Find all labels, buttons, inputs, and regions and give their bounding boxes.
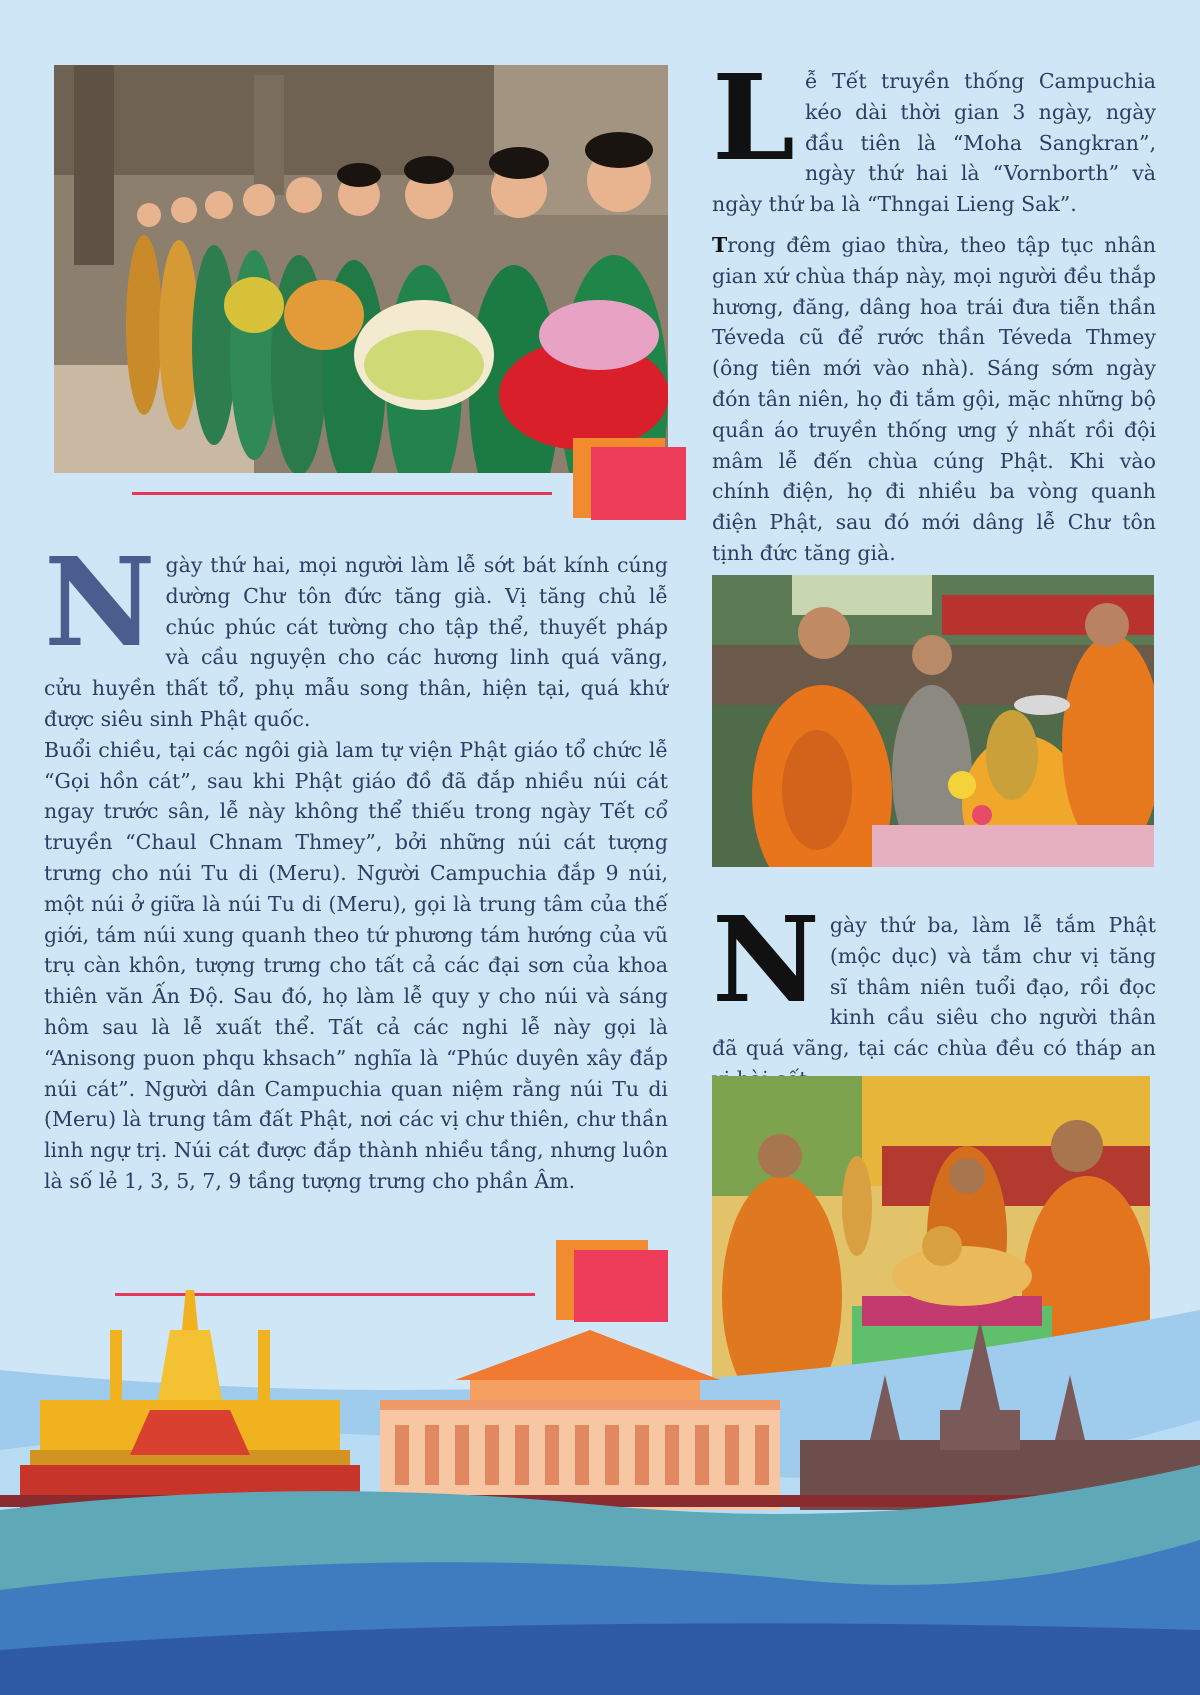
intro-text-block [712, 48, 1156, 569]
drop-cap-n-blue: N [44, 530, 156, 674]
intro-paragraph-text: ễ Tết truyền thống Campuchia kéo dài thời gian 3 ngày, ngày đầu tiên là “Moha Sangkran”, ngày thứ hai là “Vornborth” và ngày thứ ba là “Thngai Lieng Sak”. [712, 69, 1156, 217]
new-year-eve-paragraph [712, 230, 1156, 569]
second-day-text-block [44, 530, 668, 1197]
third-day-text-block [712, 890, 1156, 1095]
second-day-text: gày thứ hai, mọi người làm lễ sớt bát kính cúng dường Chư tôn đức tăng già. Vị tăng chủ lễ chúc phúc cát tường cho tập thể, thuyết pháp và cầu nguyện cho các hương linh quá vãng, cửu huyền thất tổ, phụ mẫu song thân, hiện tại, quá khứ được siêu sinh Phật quốc. [44, 553, 668, 731]
drop-cap-n-black: N [712, 890, 820, 1029]
photo-monks-offering [712, 575, 1154, 867]
drop-cap-l: L [712, 48, 795, 187]
new-year-eve-first-letter: T [712, 232, 728, 257]
third-day-text: gày thứ ba, làm lễ tắm Phật (mộc dục) và tắm chư vị tăng sĩ thâm niên tuổi đạo, rồi đọc kinh cầu siêu cho người thân đã quá vãng, tại các chùa đều có tháp an [712, 913, 1156, 1061]
temple-skyline-illustration [0, 1290, 1200, 1695]
intro-paragraph [712, 48, 1156, 220]
new-year-eve-text: rong đêm giao thừa, theo tập tục nhân gian xứ chùa tháp này, mọi người đều thắp hương, đăng, dâng hoa trái đưa tiễn thần Téveda cũ để rước thần Téveda Thmey (ông tiên mới vào nhà). Sáng sớm ngày đón tân niên, họ đi tắm gội, mặc những bộ quần áo truyền thống ưng ý nhất rồi đội mâm lễ đến chùa cúng Phật. Khi vào chính điện, họ đi nhiều ba vòng quanh điện Phật, sau đó mới dâng lễ Chư tôn tịnh đức tăng già. [712, 232, 1156, 565]
afternoon-ritual-paragraph: Buổi chiều, tại các ngôi già lam tự viện Phật giáo tổ chức lễ “Gọi hồn cát”, sau khi Phật giáo đồ đã đắp nhiều núi cát ngay trước sân, lễ này không thể thiếu trong ngày Tết cổ truyền “Chaul Chnam Thmey”, bởi những núi cát tượng trưng cho núi Tu di (Meru). Người Campuchia đắp 9 núi, một núi ở giữa là núi Tu di (Meru), gọi là trung tâm của thế giới, tám núi xung quanh theo tứ phương tám hướng của vũ trụ càn khôn, tượng trưng cho tất cả các đại sơn của khoa thiên văn Ấn Độ. Sau đó, họ làm lễ quy y cho núi và sáng hôm sau là lễ xuất thể. Tất cả các nghi lễ này gọi là “Anisong puon phqu khsach” nghĩa là “Phúc duyên xây đắp núi cát”. Người dân Campuchia quan niệm rằng núi Tu di (Meru) là trung tâm đất Phật, nơi các vị chư thiên, chư thần linh ngự trị. Núi cát được đắp thành nhiều tầng, nhưng luôn là số lẻ 1, 3, 5, 7, 9 tầng tượng trưng cho phần Âm. [44, 737, 668, 1193]
second-day-paragraph [44, 530, 668, 735]
accent-square-red-1 [591, 447, 686, 520]
accent-rule-1 [132, 492, 552, 495]
third-day-paragraph [712, 890, 1156, 1095]
photo-women-with-flowers [54, 65, 668, 473]
